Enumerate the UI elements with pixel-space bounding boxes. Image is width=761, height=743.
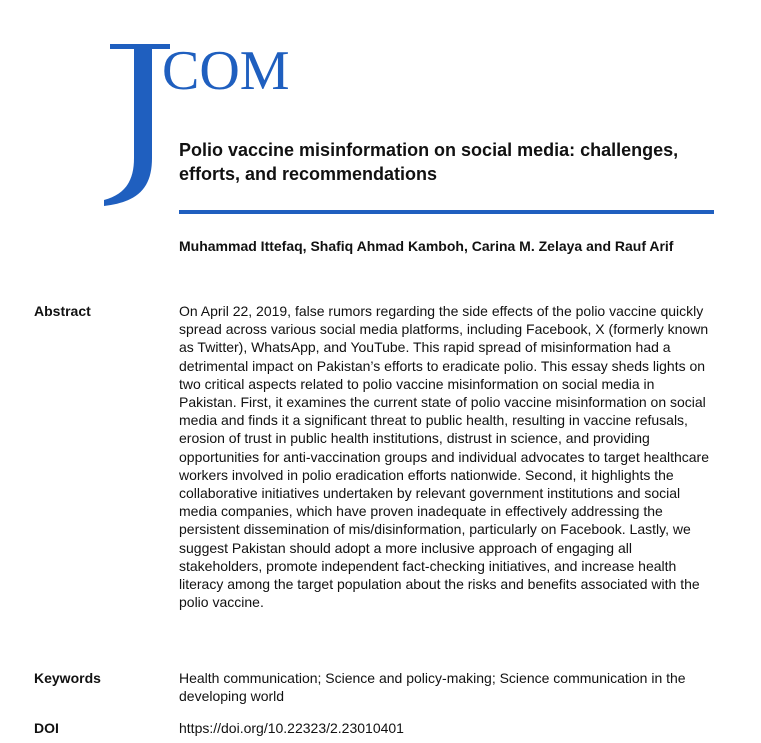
abstract-label: Abstract	[34, 303, 91, 319]
keywords-text: Health communication; Science and policy-making; Science communication in the developing world	[179, 670, 686, 705]
keywords-label: Keywords	[34, 670, 101, 686]
doi-link[interactable]: https://doi.org/10.22323/2.23010401	[179, 720, 404, 736]
abstract-text: On April 22, 2019, false rumors regarding the side effects of the polio vaccine quickly spread across various social media platforms, including Facebook, X (formerly known as Twitter), WhatsApp, and YouTube. This rapid spread of misinformation had a detrimental impact on Pakistan’s efforts to eradicate polio. This essay sheds lights on two critical aspects related to polio vaccine misinformation on social media in Pakistan. First, it examines the current state of polio vaccine misinformation on social media and finds it a significant threat to public health, resulting in vaccine refusals, erosion of trust in public health institutions, distrust in science, and providing opportunities for anti-vaccination groups and individual advocates to target healthcare workers involved in polio eradication efforts nationwide. Second, it highlights the collaborative initiatives undertaken by relevant government institutions and social media companies, which have proven inadequate in effectively addressing the persistent dissemination of mis/disinformation, particularly on Facebook. Lastly, we suggest Pakistan should adopt a more inclusive approach of engaging all stakeholders, promote independent fact-checking initiatives, and increase health literacy among the target population about the risks and benefits associated with the polio vaccine.	[179, 303, 709, 611]
doi-label: DOI	[34, 720, 59, 736]
article-authors: Muhammad Ittefaq, Shafiq Ahmad Kamboh, Carina M. Zelaya and Rauf Arif	[179, 238, 674, 254]
title-divider	[179, 210, 714, 214]
article-title: Polio vaccine misinformation on social media: challenges, efforts, and recommendations	[179, 140, 679, 184]
logo-wordmark: COM	[162, 40, 290, 102]
